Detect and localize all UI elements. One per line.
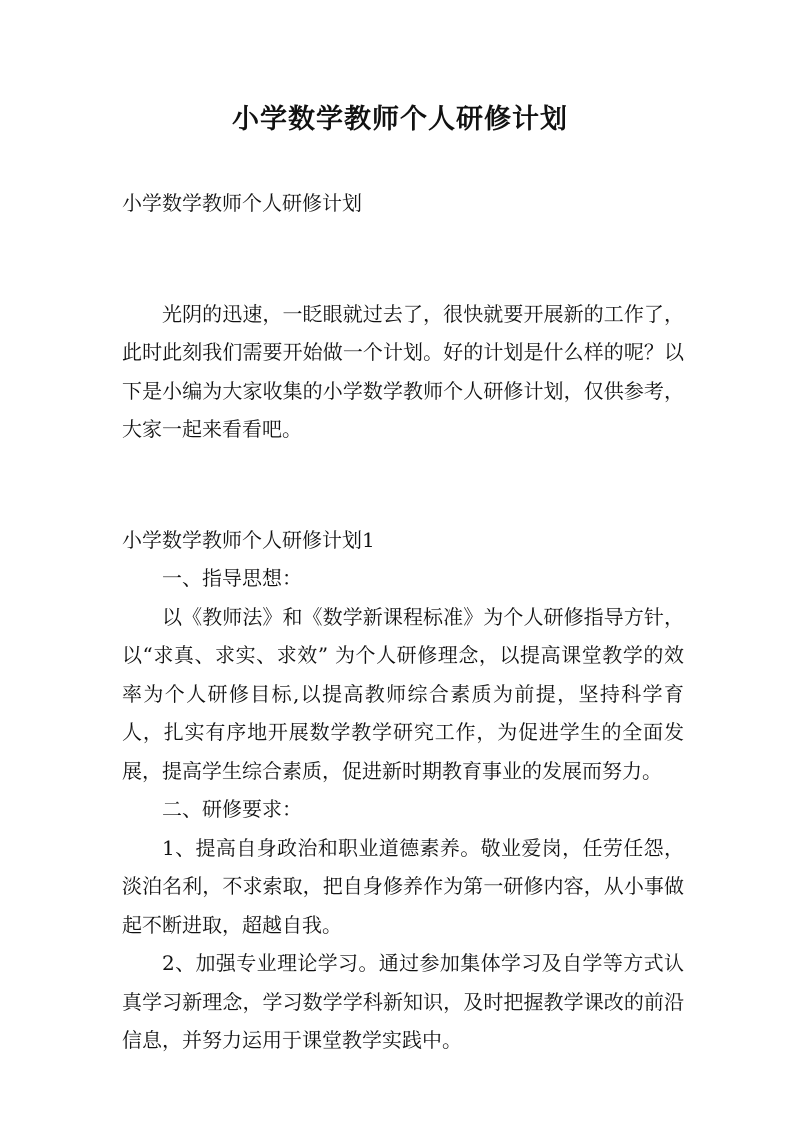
heading-requirements: 二、研修要求： [162,797,302,821]
document-subtitle: 小学数学教师个人研修计划 [122,191,362,215]
requirement-item-1: 1、提高自身政治和职业道德素养。敬业爱岗，任劳任怨，淡泊名利，不求索取，把自身修养作为第一研修内容，从小事做起不断进取，超越自我。 [122,835,684,937]
section-title: 小学数学教师个人研修计划1 [122,527,375,552]
requirement-item-2: 2、加强专业理论学习。通过参加集体学习及自学等方式认真学习新理念，学习数学学科新知识，及时把握教学课改的前沿信息，并努力运用于课堂教学实践中。 [122,951,684,1052]
intro-paragraph: 光阴的迅速，一眨眼就过去了，很快就要开展新的工作了，此时此刻我们需要开始做一个计划。好的计划是什么样的呢？以下是小编为大家收集的小学数学教师个人研修计划，仅供参考，大家一起来看看吧。 [122,301,684,441]
document-title: 小学数学教师个人研修计划 [232,104,568,135]
document-body [122,184,684,1060]
guiding-thought-paragraph: 以《教师法》和《数学新课程标准》为个人研修指导方针，以“求真、求实、求效” 为个人研修理念，以提高课堂教学的效率为个人研修目标,以提高教师综合素质为前提，坚持科学育人，扎实有序地开展数学教学研究工作，为促进学生的全面发展，提高学生综合素质，促进新时期教育事业的发展而努力。 [122,604,684,783]
heading-guiding-thought: 一、指导思想： [162,566,302,590]
